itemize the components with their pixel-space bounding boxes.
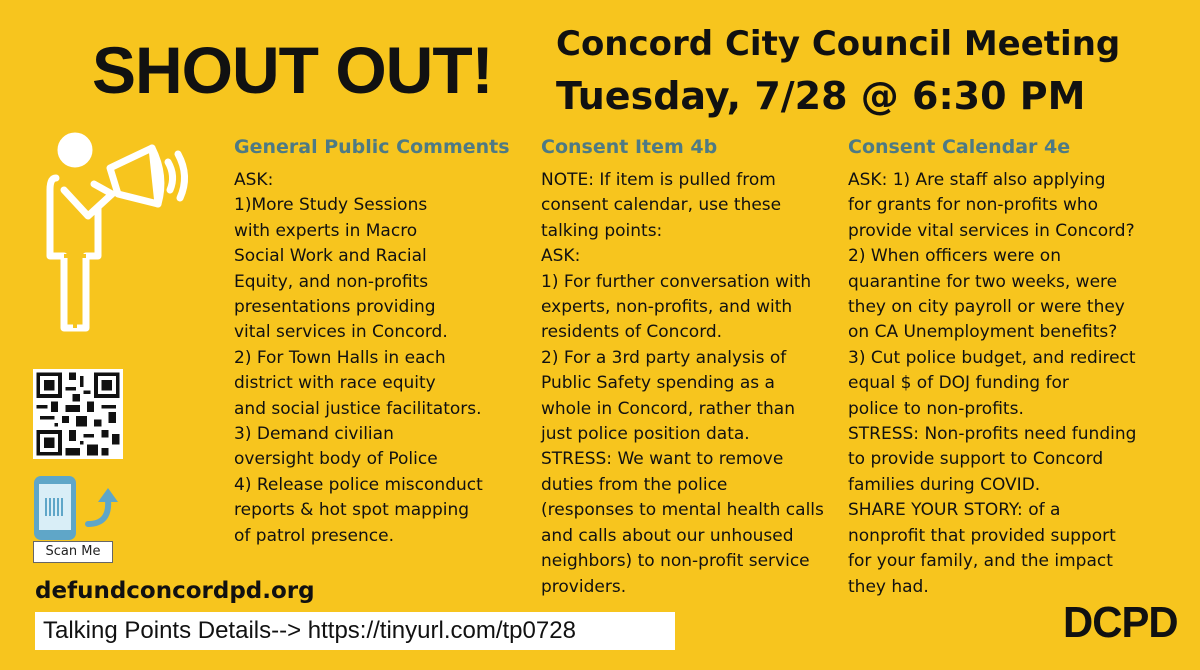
meeting-title	[556, 18, 1120, 122]
column-consent-calendar-4e	[848, 134, 1136, 600]
scan-me-label: Scan Me	[33, 541, 113, 563]
column-body: ASK: 1) Are staff also applying for grants for non-profits who provide vital services in Concord? 2) When officers were on quarantine for two weeks, were they on city payroll or were they on CA Unemployment benefits? 3) Cut police budget, and redirect equal $ of DOJ funding for police to non-profits. STRESS: Non-profits need funding to provide support to Concord families during COVID. SHARE YOUR STORY: of a nonprofit that provided support for your family, and the impact they had.	[848, 170, 1137, 597]
meeting-name: Concord City Council Meeting	[556, 24, 1121, 64]
website-url: defundconcordpd.org	[35, 578, 315, 604]
column-heading: General Public Comments	[234, 136, 510, 158]
column-consent-item-4b	[541, 134, 824, 600]
megaphone-person-icon	[28, 128, 203, 338]
phone-scan-icon	[30, 474, 125, 544]
qr-code	[33, 369, 123, 459]
column-heading: Consent Calendar 4e	[848, 136, 1071, 158]
talking-points-link: Talking Points Details--> https://tinyurl.com/tp0728	[35, 612, 675, 650]
meeting-date: Tuesday, 7/28 @ 6:30 PM	[556, 74, 1086, 118]
shout-out-title: SHOUT OUT!	[92, 33, 493, 107]
dcpd-logo: DCPD	[1063, 598, 1178, 647]
column-body: NOTE: If item is pulled from consent calendar, use these talking points: ASK: 1) For further conversation with experts, non-profits, and with residents of Concord. 2) For a 3rd party analysis of Public Safety spending as a whole in Concord, rather than just police position data. STRESS: We want to remove duties from the police (responses to mental health calls and calls about our unhoused neighbors) to non-profit service providers.	[541, 170, 824, 597]
column-general-public-comments	[234, 134, 510, 549]
column-heading: Consent Item 4b	[541, 136, 718, 158]
column-body: ASK: 1)More Study Sessions with experts in Macro Social Work and Racial Equity, and non-profits presentations providing vital services in Concord. 2) For Town Halls in each district with race equity and social justice facilitators. 3) Demand civilian oversight body of Police 4) Release police misconduct reports & hot spot mapping of patrol presence.	[234, 170, 483, 546]
